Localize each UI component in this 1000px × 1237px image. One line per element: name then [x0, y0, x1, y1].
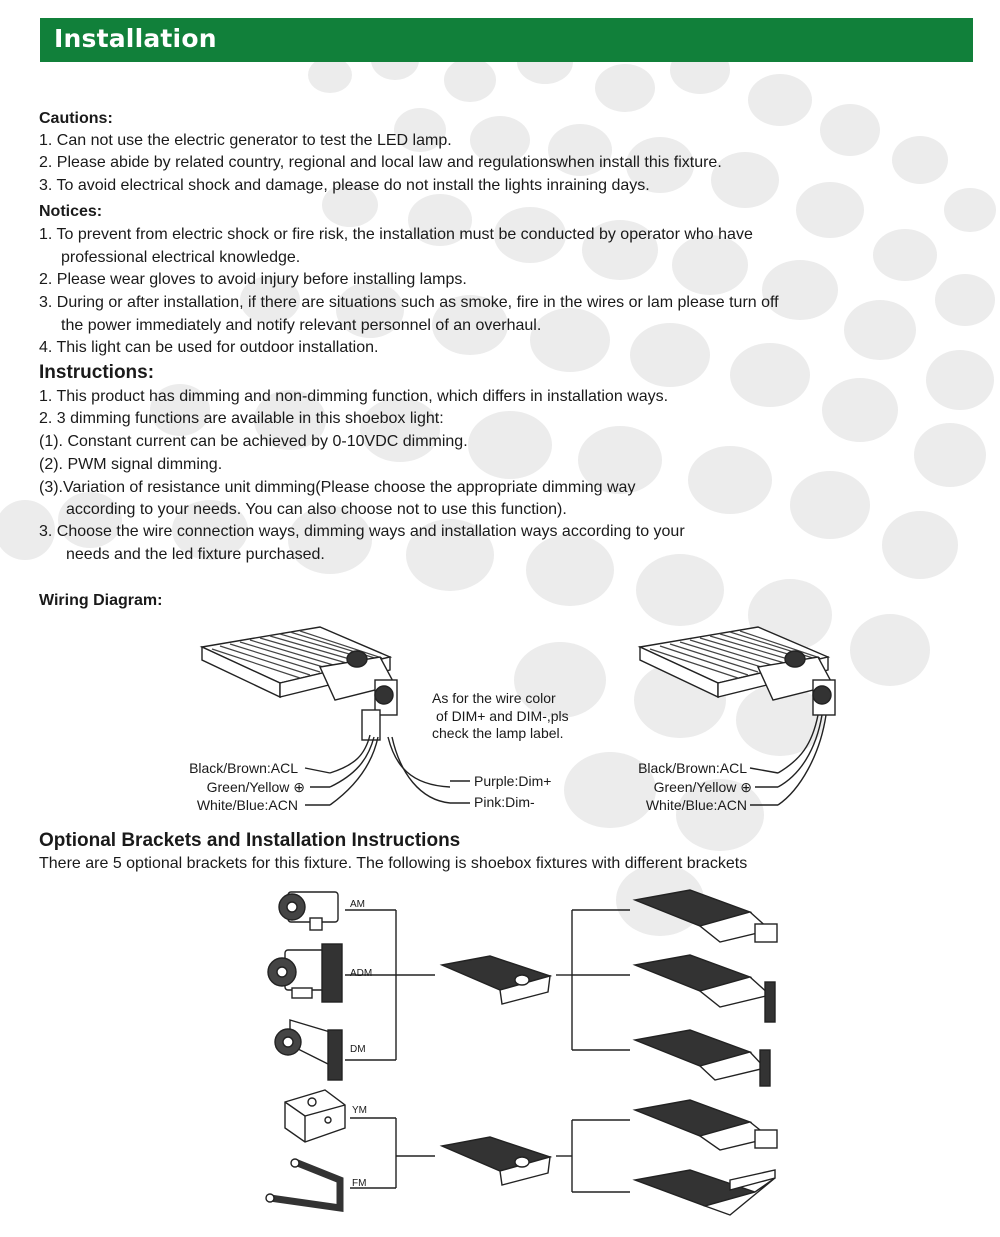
- instruction-item: (1). Constant current can be achieved by 0-10VDC dimming.: [39, 433, 468, 450]
- brackets-diagram: [250, 880, 810, 1230]
- shoebox-fixture-left: [202, 627, 397, 740]
- wire-color-note: check the lamp label.: [432, 725, 564, 741]
- caution-item: 2. Please abide by related country, regional and local law and regulationswhen install this fixture.: [39, 154, 722, 171]
- instructions-title: Instructions:: [39, 362, 155, 383]
- result-fixture-dm: [635, 1030, 770, 1086]
- wire-label-acl: Black/Brown:ACL: [189, 760, 298, 776]
- notice-item: 1. To prevent from electric shock or fire risk, the installation must be conducted by operator who have: [39, 226, 753, 243]
- brackets-subtitle: There are 5 optional brackets for this fixture. The following is shoebox fixtures with different brackets: [39, 855, 748, 872]
- cautions-title: Cautions:: [39, 110, 113, 127]
- notice-item: 2. Please wear gloves to avoid injury before installing lamps.: [39, 271, 467, 288]
- result-fixture-adm: [635, 955, 775, 1022]
- bracket-label-dm: DM: [350, 1044, 366, 1055]
- wiring-diagram: [150, 615, 870, 820]
- bracket-ym: [285, 1090, 345, 1142]
- wire-label-dim-plus: Purple:Dim+: [474, 773, 552, 789]
- bracket-fm: [266, 1159, 340, 1208]
- section-banner: [40, 18, 973, 62]
- center-fixture-bottom: [442, 1137, 550, 1185]
- wire-label-acn: White/Blue:ACN: [196, 797, 298, 813]
- center-fixture-top: [442, 956, 550, 1004]
- bracket-dm: [275, 1020, 342, 1080]
- caution-item: 3. To avoid electrical shock and damage, please do not install the lights inraining days.: [39, 177, 650, 194]
- notice-item: professional electrical knowledge.: [61, 249, 301, 266]
- bracket-label-adm: ADM: [350, 968, 373, 979]
- instruction-item: 3. Choose the wire connection ways, dimming ways and installation ways according to your: [39, 523, 685, 540]
- page-title: Installation: [54, 24, 217, 53]
- shoebox-fixture-right: [640, 627, 835, 715]
- bracket-adm: [268, 944, 342, 1002]
- wire-label-ground: Green/Yellow ⊕: [653, 779, 752, 795]
- result-fixture-ym: [635, 1100, 777, 1150]
- wiring-diagram-title: Wiring Diagram:: [39, 592, 163, 609]
- instruction-item: needs and the led fixture purchased.: [66, 546, 325, 563]
- bracket-am: [279, 892, 338, 930]
- notices-title: Notices:: [39, 203, 103, 220]
- wire-label-ground: Green/Yellow ⊕: [206, 779, 305, 795]
- wire-label-dim-minus: Pink:Dim-: [474, 794, 535, 810]
- instruction-item: according to your needs. You can also choose not to use this function).: [66, 501, 567, 518]
- wire-color-note: of DIM+ and DIM-,pls: [436, 708, 569, 724]
- brackets-title: Optional Brackets and Installation Instructions: [39, 830, 461, 851]
- result-fixture-am: [635, 890, 777, 942]
- notice-item: 4. This light can be used for outdoor installation.: [39, 339, 379, 356]
- instruction-item: (3).Variation of resistance unit dimming(Please choose the appropriate dimming way: [39, 479, 636, 496]
- wire-color-note: As for the wire color: [432, 690, 556, 706]
- instruction-item: 2. 3 dimming functions are available in this shoebox light:: [39, 410, 444, 427]
- notice-item: the power immediately and notify relevant personnel of an overhaul.: [61, 317, 542, 334]
- result-fixture-fm: [635, 1170, 775, 1215]
- bracket-label-ym: YM: [352, 1105, 367, 1116]
- notice-item: 3. During or after installation, if there are situations such as smoke, fire in the wires or lam please turn off: [39, 294, 779, 311]
- wire-label-acl: Black/Brown:ACL: [638, 760, 747, 776]
- instruction-item: 1. This product has dimming and non-dimming function, which differs in installation ways.: [39, 388, 669, 405]
- bracket-label-fm: FM: [352, 1178, 367, 1189]
- instruction-item: (2). PWM signal dimming.: [39, 456, 223, 473]
- bracket-label-am: AM: [350, 899, 365, 910]
- wire-label-acn: White/Blue:ACN: [645, 797, 747, 813]
- caution-item: 1. Can not use the electric generator to test the LED lamp.: [39, 132, 452, 149]
